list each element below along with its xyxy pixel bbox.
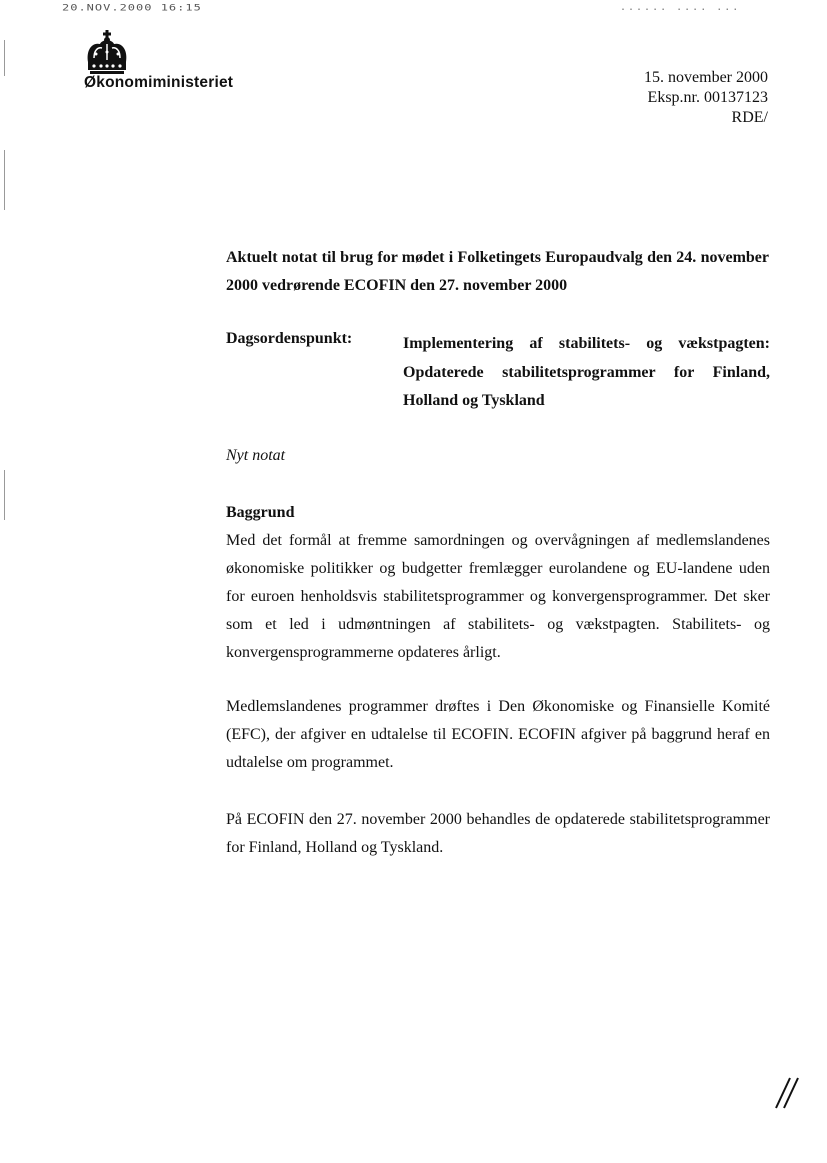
- end-mark: [762, 1074, 802, 1110]
- body-paragraph: Medlemslandenes programmer drøftes i Den Økonomiske og Finansielle Komité (EFC), der afgiver en udtalelse til ECOFIN. ECOFIN afgiver på baggrund heraf en udtalelse om programmet.: [226, 698, 770, 771]
- body-paragraph: Med det formål at fremme samordningen og overvågningen af medlemslandenes økonomiske politikker og budgetter fremlægger eurolandene og EU-landene uden for euroen henholdsvis stabilitetsprogrammer og konvergensprogrammer. Det sker som et led i udmøntningen af stabilitets- og vækstpagten. Stabilitets- og konvergensprogrammerne opdateres årligt.: [226, 532, 770, 661]
- scan-margin-line: [4, 40, 5, 76]
- fax-header-right: ...... .... ...: [620, 2, 741, 13]
- fax-header-timestamp: 20.NOV.2000 16:15: [62, 2, 202, 13]
- document-date: 15. november 2000: [644, 69, 768, 86]
- scan-margin-line: [4, 150, 5, 210]
- reference-number: Eksp.nr. 00137123: [647, 89, 768, 106]
- section-heading: Baggrund: [226, 504, 295, 521]
- royal-crown-icon: [84, 30, 130, 76]
- note-type: Nyt notat: [226, 447, 286, 464]
- document-meta: [644, 68, 768, 128]
- document-title: Aktuelt notat til brug for mødet i Folketingets Europaudvalg den 24. november 2000 vedrørende ECOFIN den 27. november 2000: [226, 249, 769, 294]
- ministry-name: Økonomiministeriet: [84, 74, 234, 91]
- agenda-label: Dagsordenspunkt:: [226, 330, 353, 347]
- scan-margin-line: [4, 470, 5, 520]
- agenda-item: Implementering af stabilitets- og vækstpagten: Opdaterede stabilitetsprogrammer for Finland, Holland og Tyskland: [403, 335, 770, 409]
- author-initials: RDE/: [731, 109, 768, 126]
- body-paragraph: På ECOFIN den 27. november 2000 behandles de opdaterede stabilitetsprogrammer for Finland, Holland og Tyskland.: [226, 811, 770, 856]
